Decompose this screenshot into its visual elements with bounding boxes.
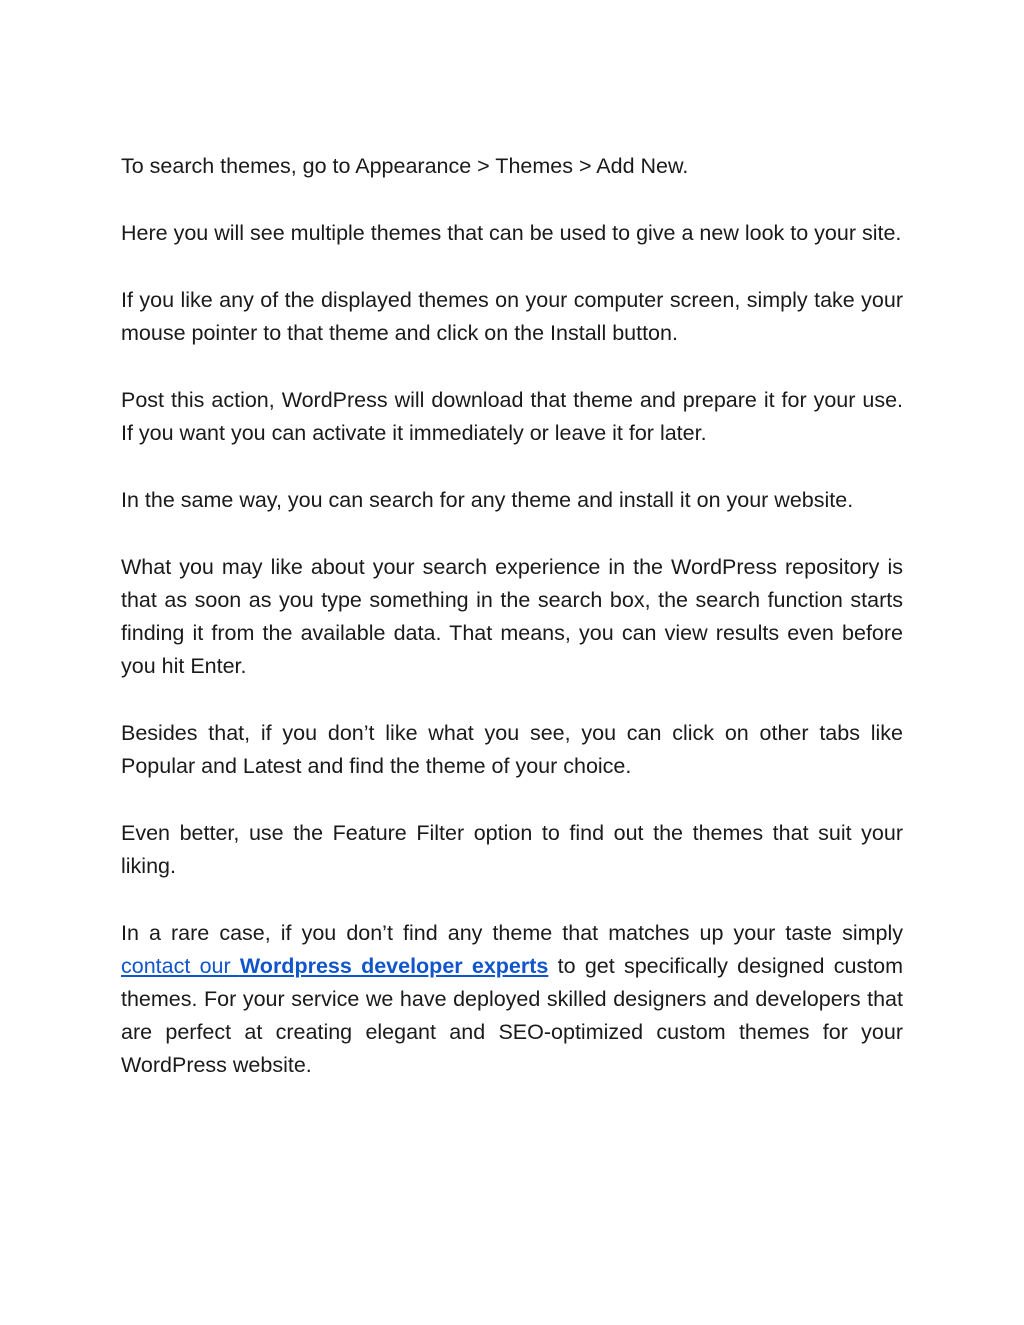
custom-themes-rest: to get specifically designed custom themes. For your service we have deployed skilled designers and developers that are perfect at creating elegant and SEO-optimized custom themes for your WordPress website. xyxy=(121,954,903,1077)
paragraph-other-tabs: Besides that, if you don’t like what you see, you can click on other tabs like Popular and Latest and find the theme of your choice. xyxy=(121,721,903,778)
paragraph-multiple-themes: Here you will see multiple themes that can be used to give a new look to your site. xyxy=(121,221,902,245)
document-body xyxy=(121,150,903,1116)
custom-themes-intro: In a rare case, if you don’t find any theme that matches up your taste simply xyxy=(121,921,903,945)
paragraph-search-themes: To search themes, go to Appearance > Themes > Add New. xyxy=(121,154,689,178)
paragraph-feature-filter: Even better, use the Feature Filter option to find out the themes that suit your liking. xyxy=(121,821,903,878)
paragraph-download-theme: Post this action, WordPress will download that theme and prepare it for your use. If you want you can activate it immediately or leave it for later. xyxy=(121,388,903,445)
paragraph-search-experience: What you may like about your search experience in the WordPress repository is that as soon as you type something in the search box, the search function starts finding it from the available data. That means, you can view results even before you hit Enter. xyxy=(121,555,903,678)
paragraph-custom-themes xyxy=(121,917,903,1082)
paragraph-install-theme: If you like any of the displayed themes on your computer screen, simply take your mouse pointer to that theme and click on the Install button. xyxy=(121,288,903,345)
paragraph-search-any-theme: In the same way, you can search for any theme and install it on your website. xyxy=(121,488,854,512)
developer-experts-link[interactable] xyxy=(121,954,548,978)
link-text-plain: contact our xyxy=(121,954,240,978)
link-text-bold: Wordpress developer experts xyxy=(239,954,549,978)
